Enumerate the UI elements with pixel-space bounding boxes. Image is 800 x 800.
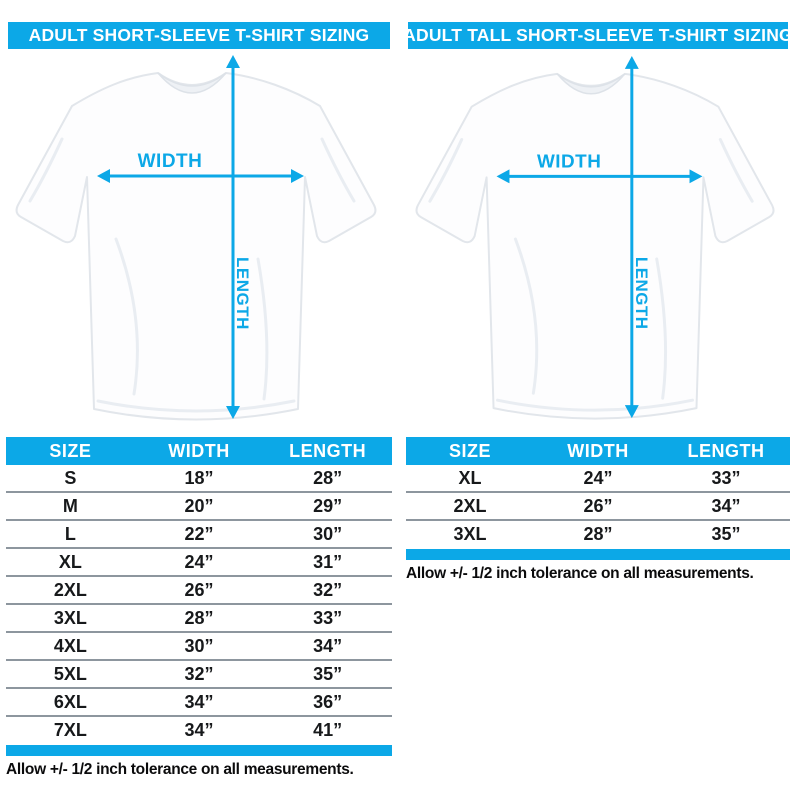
tshirt-measurement-figure: [406, 49, 790, 437]
length-label: LENGTH: [233, 257, 252, 330]
width-cell: 30”: [135, 632, 264, 660]
length-cell: 35”: [263, 660, 392, 688]
panel-adult: [6, 0, 392, 800]
col-header-length: LENGTH: [263, 437, 392, 465]
table-bottom-bar: [6, 745, 392, 756]
size-cell: 4XL: [6, 632, 135, 660]
size-cell: XL: [458, 467, 482, 488]
length-cell: 34”: [263, 632, 392, 660]
width-cell: 26”: [135, 576, 264, 604]
col-header-width: WIDTH: [534, 437, 662, 465]
length-cell: 33”: [711, 467, 741, 488]
tshirt-shape: [17, 73, 376, 420]
width-cell: 34”: [135, 716, 264, 743]
table-row: [6, 576, 392, 604]
width-label: WIDTH: [137, 151, 203, 172]
col-header-size: SIZE: [406, 437, 534, 465]
width-cell: 28”: [534, 520, 662, 547]
size-cell: 3XL: [406, 520, 534, 547]
size-cell: M: [6, 492, 135, 520]
table-row: [6, 716, 392, 743]
length-cell: 32”: [263, 576, 392, 604]
width-cell: 28”: [135, 604, 264, 632]
length-cell: 29”: [263, 492, 392, 520]
table-header-row: [406, 437, 790, 465]
size-cell: L: [6, 520, 135, 548]
size-cell: 5XL: [6, 660, 135, 688]
table-row: [6, 548, 392, 576]
tolerance-note: Allow +/- 1/2 inch tolerance on all measurements.: [406, 565, 754, 582]
tshirt-illustration: [416, 74, 773, 419]
width-cell: 34”: [135, 688, 264, 716]
shirt-diagram: [406, 49, 790, 437]
table-row: [6, 660, 392, 688]
size-table: [406, 437, 790, 547]
width-cell: 32”: [135, 660, 264, 688]
panel-adult-tall: [403, 0, 793, 800]
width-label: WIDTH: [536, 151, 602, 173]
width-cell: 18”: [184, 467, 214, 488]
table-row: [406, 465, 790, 492]
size-cell: 3XL: [6, 604, 135, 632]
table-row: [6, 632, 392, 660]
width-cell: 24”: [135, 548, 264, 576]
size-cell: 7XL: [6, 716, 135, 743]
panel-title: ADULT TALL SHORT-SLEEVE T-SHIRT SIZING: [403, 25, 793, 45]
length-cell: 35”: [662, 520, 790, 547]
table-row: [6, 688, 392, 716]
length-cell: 36”: [263, 688, 392, 716]
size-cell: XL: [6, 548, 135, 576]
size-table-block: [6, 437, 392, 779]
col-header-length: LENGTH: [662, 437, 790, 465]
col-header-width: WIDTH: [135, 437, 264, 465]
tshirt-measurement-figure: [6, 49, 392, 437]
tolerance-note: Allow +/- 1/2 inch tolerance on all measurements.: [6, 761, 354, 778]
length-cell: 28”: [313, 467, 343, 488]
table-row: [6, 604, 392, 632]
table-header-row: [6, 437, 392, 465]
length-cell: 30”: [263, 520, 392, 548]
length-cell: 41”: [263, 716, 392, 743]
panel-title-bar: [8, 22, 390, 49]
length-cell: 34”: [662, 492, 790, 520]
panel-title-bar: [403, 22, 793, 49]
length-label: LENGTH: [631, 256, 651, 330]
size-cell: 6XL: [6, 688, 135, 716]
table-row: [406, 492, 790, 520]
table-row: [6, 465, 392, 492]
size-table-block: [406, 437, 790, 583]
width-cell: 20”: [135, 492, 264, 520]
size-table: [6, 437, 392, 743]
length-cell: 31”: [263, 548, 392, 576]
width-cell: 22”: [135, 520, 264, 548]
width-cell: 24”: [583, 467, 613, 488]
width-cell: 26”: [534, 492, 662, 520]
table-row: [6, 520, 392, 548]
col-header-size: SIZE: [6, 437, 135, 465]
size-cell: 2XL: [406, 492, 534, 520]
size-cell: 2XL: [6, 576, 135, 604]
shirt-diagram: [6, 49, 392, 437]
table-bottom-bar: [406, 549, 790, 560]
table-row: [6, 492, 392, 520]
panel-title: ADULT SHORT-SLEEVE T-SHIRT SIZING: [28, 25, 370, 45]
table-row: [406, 520, 790, 547]
size-cell: S: [64, 467, 77, 488]
tshirt-shape: [416, 74, 773, 419]
tshirt-illustration: [17, 73, 376, 420]
length-cell: 33”: [263, 604, 392, 632]
